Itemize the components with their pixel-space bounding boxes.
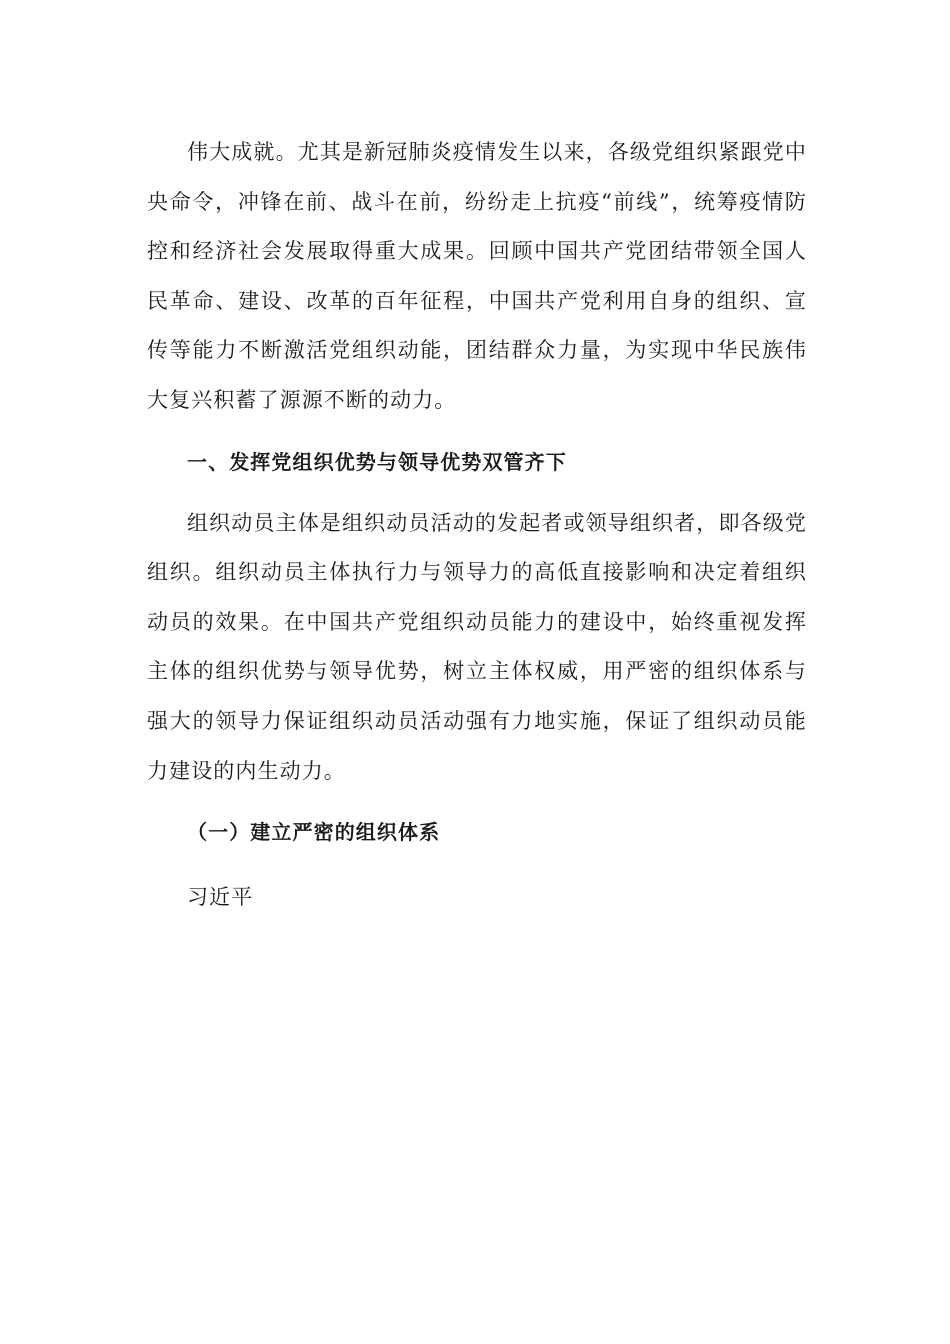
author-name: 习近平 (187, 885, 254, 910)
subsection-heading: （一）建立严密的组织体系 (187, 820, 441, 845)
document-body (147, 128, 807, 926)
paragraph-organization: 组织动员主体是组织动员活动的发起者或领导组织者，即各级党组织。组织动员主体执行力与领导力的高低直接影响和决定着组织动员的效果。在中国共产党组织动员能力的建设中，始终重视发挥主体的组织优势与领导优势，树立主体权威，用严密的组织体系与强大的领导力保证组织动员活动强有力地实施，保证了组织动员能力建设的内生动力。 (147, 510, 807, 783)
paragraph-intro: 伟大成就。尤其是新冠肺炎疫情发生以来，各级党组织紧跟党中央命令，冲锋在前、战斗在前，纷纷走上抗疫“前线”，统筹疫情防控和经济社会发展取得重大成果。回顾中国共产党团结带领全国人民革命、建设、改革的百年征程，中国共产党利用自身的组织、宣传等能力不断激活党组织动能，团结群众力量，为实现中华民族伟大复兴积蓄了源源不断的动力。 (147, 140, 807, 412)
section-heading: 一、发挥党组织优势与领导优势双管齐下 (187, 449, 567, 474)
